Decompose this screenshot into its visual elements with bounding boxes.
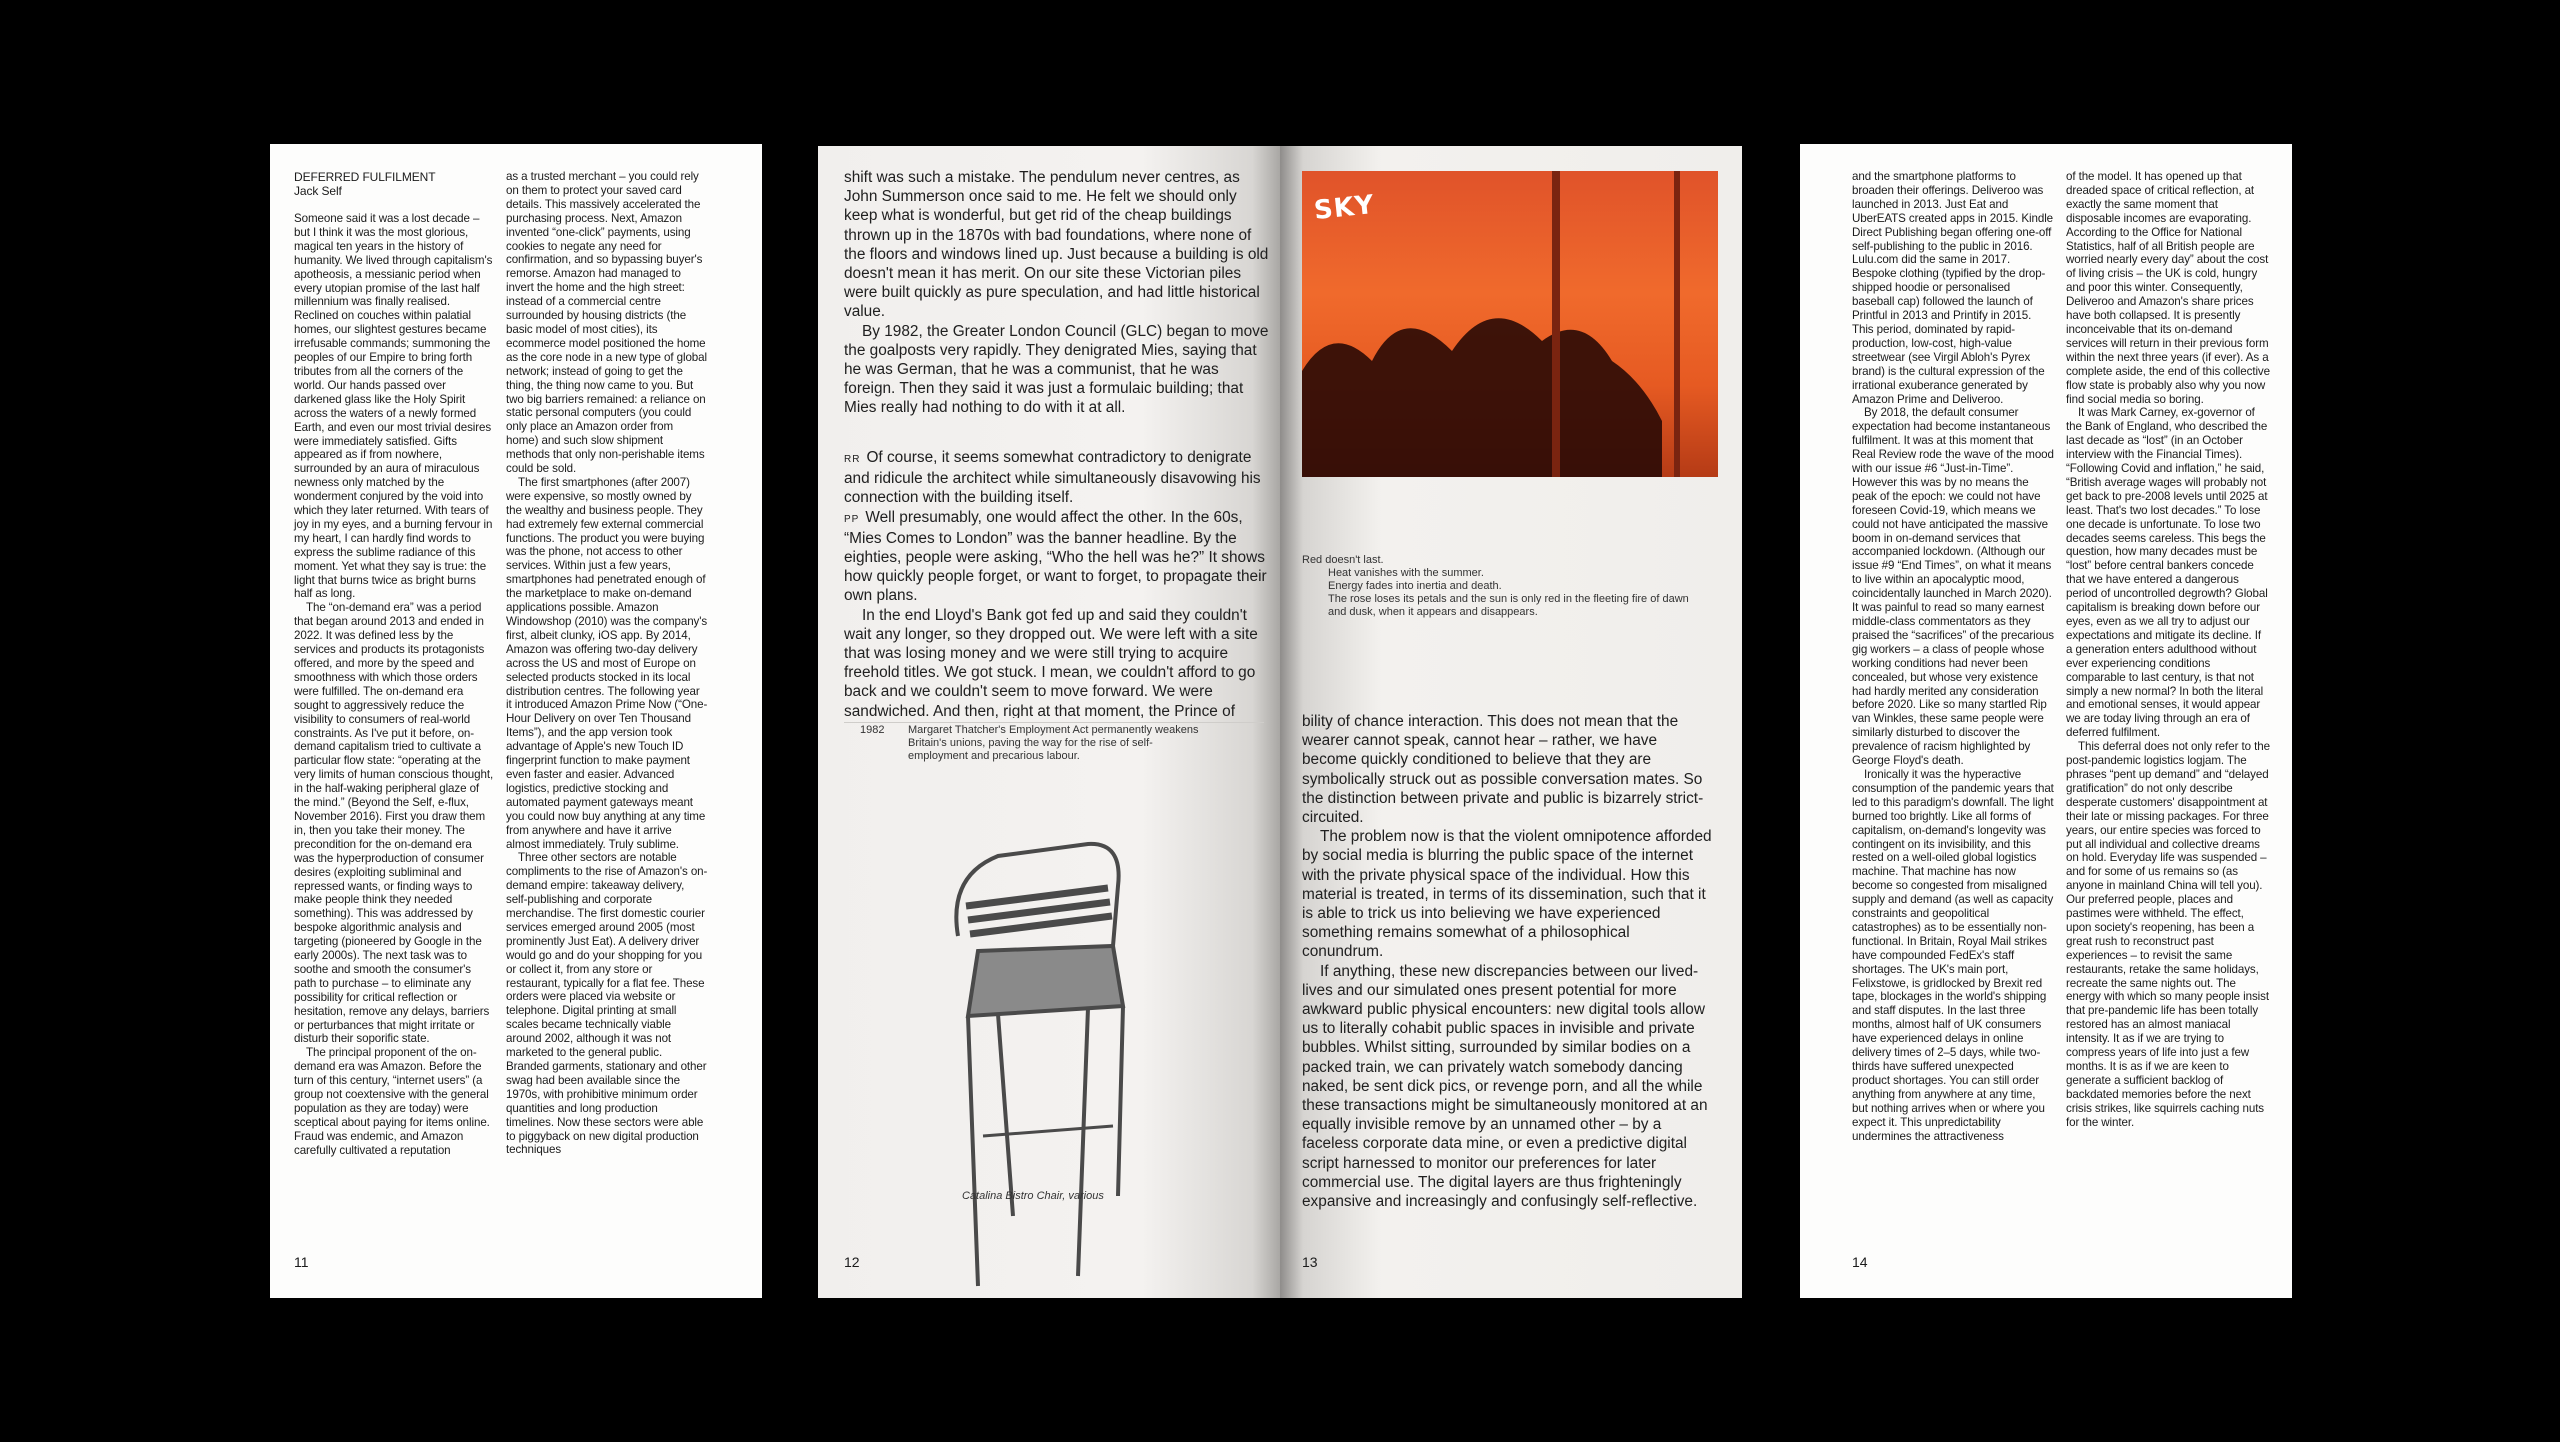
speaker-text: Well presumably, one would affect the other. In the 60s, “Mies Comes to London” was the banner headline. By the eighties, people were asking, “Who the hell was he?” It shows how quickly people forget, or want to forget, to propagate their own plans. (844, 508, 1267, 605)
paragraph: By 2018, the default consumer expectation had become instantaneous fulfilment. It was at this moment that Real Review rode the wave of the mood with our issue #6 “Just-in-Time”. However this was by no means the peak of the epoch: we could not have foreseen Covid-19, which means we could not have anticipated the massive boom in on-demand services that accompanied lockdown. (Although our issue #9 “End Times”, on what it means to live within an apocalyptic mood, coincidentally launched in March 2020). It was painful to read so many earnest middle-class commentators as they praised the “sacrifices” of the precarious gig workers – a class of people whose working conditions had never been concealed, but whose very existence had hardly merited any consideration before 2020. Like so many startled Rip van Winkles, these same people were similarly disturbed to discover the prevalence of racism highlighted by George Floyd's death. (1852, 406, 2055, 768)
caption-line: The rose loses its petals and the sun is only red in the fleeting fire of dawn and dusk, when it appears and disappears. (1328, 593, 1689, 618)
page-14-column-1 (1852, 170, 2054, 1143)
page-13 (1280, 146, 1742, 1298)
page-11 (270, 144, 762, 1298)
paragraph: This deferral does not only refer to the post-pandemic logistics logjam. The phrases “pent up demand” and “delayed gratification” do not only describe desperate customers' disappointment at their late or missing packages. For three years, our entire species was forced to put all individual and collective dreams on hold. Everyday life was suspended – and for some of us remains so (as anyone in mainland China will tell you). Our preferred people, places and pastimes were withheld. The effect, upon society's reopening, has been a great rush to reconstruct past experiences – to revisit the same restaurants, retake the same holidays, recreate the same nights out. The energy with which so many people insist that pre-pandemic life has been totally restored has an almost maniacal intensity. It as if we are trying to compress years of life into just a few months. It is as if we are keen to generate a sufficient backlog of backdated memories before the next crisis strikes, like squirrels caching nuts for the winter. (2066, 740, 2270, 1129)
paragraph: The first smartphones (after 2007) were expensive, so mostly owned by the wealthy and business people. They had extremely few external commercial functions. The product you were buying was the phone, not access to other services. Within just a few years, smartphones had penetrated enough of the marketplace to make on-demand applications possible. Amazon Windowshop (2010) was the company's first, albeit clunky, iOS app. By 2014, Amazon was offering two-day delivery across the US and most of Europe on selected products stocked in its local distribution centres. The following year it introduced Amazon Prime Now (“One-Hour Delivery on over Ten Thousand Items”), and the app version took advantage of Apple's new Touch ID fingerprint function to make payment even faster and easier. Advanced logistics, predictive stocking and automated payment gateways meant you could now buy anything at any time from anywhere and have it arrive almost immediately. Truly sublime. (506, 475, 708, 851)
paragraph: Someone said it was a lost decade – but I think it was the most glorious, magical ten years in the history of humanity. We lived through capitalism's apotheosis, a messianic period when every utopian promise of the last half millennium was finally realised. Reclined on couches within palatial homes, our slightest gestures became irrefusable commands; summoning the peoples of our Empire to bring forth tributes from all the corners of the world. Our hands passed over darkened glass like the Holy Spirit across the waters of a newly formed Earth, and even our most trivial desires were immediately satisfied. Gifts appeared as if from nowhere, surrounded by an aura of miraculous newness only matched by the wonderment conjured by the void into which they later returned. With tears of joy in my eyes, and a burning fervour in my heart, I can hardly find words to express the sublime radiance of this moment. Yet what they say is true: the light that burns twice as bright burns half as long. (294, 212, 493, 601)
timeline-divider (844, 722, 1264, 723)
page-11-column-1 (294, 170, 494, 1158)
page-12 (818, 146, 1280, 1298)
pp-paragraph (844, 508, 1270, 606)
paragraph: The problem now is that the violent omnipotence afforded by social media is blurring the public space of the internet with the private physical space of the individual. How this material is treated, in terms of its dissemination, such that it is able to trick us into believing we have experienced something remains somewhat of a philosophical conundrum. (1302, 828, 1712, 961)
paragraph: By 1982, the Greater London Council (GLC) began to move the goalposts very rapidly. They denigrated Mies, saying that he was German, that he was a communist, that he was foreign. Then they said it was just a formulaic building; that Mies really had nothing to do with it at all. (844, 322, 1269, 417)
caption-line: Heat vanishes with the summer. (1328, 567, 1484, 579)
article-author: Jack Self (294, 184, 342, 198)
paragraph: In the end Lloyd's Bank got fed up and said they couldn't wait any longer, so they dropped out. We were left with a site that was losing money and we were still trying to acquire freehold titles. We got stuck. I mean, we couldn't afford to go back and we couldn't seem to move forward. We were sandwiched. And then, right at that moment, the Prince of (844, 606, 1258, 718)
timeline-year: 1982 (860, 724, 885, 736)
page-number: 13 (1302, 1254, 1318, 1270)
paragraph: If anything, these new discrepancies between our lived-lives and our simulated ones present potential for more awkward public physical encounters: new digital tools allow us to literally cohabit public spaces in invisible and private bubbles. Whilst sitting, surrounded by similar bodies on a packed train, we can privately watch somebody dancing naked, be sent dick pics, or revenge porn, and all the while these transactions might be simultaneously monitored at an equally invisible remove by an unnamed other – by a faceless corporate data mine, or even a predictive digital script harnessed to monitor our preferences for later commercial use. The digital layers are thus frighteningly expansive and increasingly and confusingly self-reflective. (1302, 962, 1708, 1211)
interview-text-bottom (844, 448, 1270, 718)
sky-logo: SKY (1312, 189, 1377, 227)
paragraph: as a trusted merchant – you could rely on them to protect your saved card details. This massively accelerated the purchasing process. Next, Amazon invented “one-click” payments, using cookies to negate any need for confirmation, and so bypassing buyer's remorse. Amazon had managed to invert the home and the high street: instead of a commercial centre surrounded by housing districts (the basic model of most cities), its ecommerce model positioned the home as the core node in a new type of global network; instead of going to get the thing, the thing now came to you. But two big barriers remained: a reliance on static personal computers (you could only place an Amazon order from home) and such slow shipment methods that only non-perishable items could be sold. (506, 170, 707, 476)
timeline-text: Margaret Thatcher's Employment Act permanently weakens Britain's unions, paving the way for the rise of self-employment and precarious labour. (908, 724, 1199, 762)
page-number: 11 (294, 1254, 309, 1270)
page-14-column-2 (2066, 170, 2270, 1130)
speaker-text: Of course, it seems somewhat contradictory to denigrate and ridicule the architect while simultaneously disavowing his connection with the building itself. (844, 449, 1261, 507)
bistro-chair-image (938, 836, 1138, 1296)
page-number: 12 (844, 1254, 860, 1270)
caption-line: Red doesn't last. (1302, 554, 1384, 566)
page-11-column-2 (506, 170, 708, 1157)
paragraph: It was Mark Carney, ex-governor of the Bank of England, who described the last decade as “lost” (in an October interview with the Financial Times). “Following Covid and inflation,” he said, “British average wages will probably not get back to pre-2008 levels until 2025 at least. That's two lost decades.” To lose one decade is unfortunate. To lose two decades seems careless. This begs the question, how many decades must be “lost” before central bankers concede that we have entered a dangerous period of uncontrolled degrowth? Global capitalism is breaking down before our eyes, even as we all try to adjust our expectations and mitigate its decline. If a generation enters adulthood without ever experiencing conditions comparable to last century, is that not simply a new normal? In both the literal and emotional senses, it would appear we are today living through an era of deferred fulfilment. (2066, 406, 2268, 740)
paragraph: bility of chance interaction. This does not mean that the wearer cannot speak, cannot hear – rather, we have become quickly conditioned to believe that they are symbolically struck out as possible conversation mates. So the distinction between private and public is bizarrely strict-circuited. (1302, 713, 1704, 827)
essay-text (1302, 712, 1712, 1211)
paragraph: The principal proponent of the on-demand era was Amazon. Before the turn of this century, “internet users” (a group not coextensive with the general population as they are today) were sceptical about paying for items online. Fraud was endemic, and Amazon carefully cultivated a reputation (294, 1046, 490, 1157)
tree-silhouette (1302, 171, 1718, 477)
caption-line: Energy fades into inertia and death. (1328, 580, 1502, 592)
photographed-spread (818, 146, 1742, 1298)
page-number: 14 (1852, 1254, 1868, 1270)
paragraph: Three other sectors are notable compliments to the rise of Amazon's on-demand empire: takeaway delivery, self-publishing and corporate merchandise. The first domestic courier services emerged around 2005 (most prominently Just Eat). A delivery driver would go and do your shopping for you or collect it, from any store or restaurant, typically for a flat fee. These orders were placed via website or telephone. Digital printing at small scales became technically viable around 2002, although it was not marketed to the general public. Branded garments, stationary and other swag had been available since the 1970s, with prohibitive minimum order quantities and long production timelines. Now these sectors were able to piggyback on new digital production techniques (506, 851, 708, 1157)
paragraph: and the smartphone platforms to broaden their offerings. Deliveroo was launched in 2013. Just Eat and UberEATS created apps in 2015. Kindle Direct Publishing began offering one-off self-publishing to the public in 2016. Lulu.com did the same in 2017. Bespoke clothing (typified by the drop-shipped hoodie or personalised baseball cap) followed the launch of Printful in 2013 and Printify in 2015. This period, dominated by rapid-production, low-cost, high-value streetwear (see Virgil Abloh's Pyrex brand) is the cultural expression of the irrational exuberance generated by Amazon Prime and Deliveroo. (1852, 170, 2054, 406)
article-heading: DEFERRED FULFILMENT (294, 170, 436, 184)
paragraph: Ironically it was the hyperactive consumption of the pandemic years that led to this paradigm's downfall. The light burned too brightly. Like all forms of capitalism, on-demand's longevity was contingent on its invisibility, and this rested on a well-oiled global logistics machine. That machine has now become so congested from misaligned supply and demand (as well as capacity constraints and geopolitical catastrophes) as to be essentially non-functional. In Britain, Royal Mail strikes have compounded FedEx's staff shortages. The UK's main port, Felixstowe, is gridlocked by Brexit red tape, blockages in the world's shipping and staff disputes. In the last three months, almost half of UK consumers have experienced delays in online delivery times of 2–5 days, while two-thirds have suffered unexpected product shortages. You can still order anything from anywhere at any time, but nothing arrives when or where you expect it. This unpredictability undermines the attractiveness (1852, 767, 2054, 1143)
photo-caption (1302, 554, 1702, 619)
page-14 (1800, 144, 2292, 1298)
paragraph: of the model. It has opened up that dreaded space of critical reflection, at exactly the same moment that disposable incomes are evaporating. According to the Office for National Statistics, half of all British people are worried nearly every day” about the cost of living crisis – the UK is cold, hungry and poor this winter. Consequently, Deliveroo and Amazon's share prices have both collapsed. It is presently inconceivable that its on-demand services will return in their previous form within the next three years (if ever). As a complete aside, the end of this collective flow state is probably also why you now find social media so boring. (2066, 170, 2270, 406)
interview-text-top (844, 168, 1270, 418)
rr-paragraph (844, 448, 1270, 508)
speaker-tag: RR (844, 454, 861, 465)
image-caption: Catalina Bistro Chair, various (962, 1190, 1104, 1202)
paragraph: shift was such a mistake. The pendulum never centres, as John Summerson once said to me. He felt we should only keep what is wonderful, but get rid of the cheap buildings thrown up in the 1870s with bad foundations, where none of the floors and windows lined up. Just because a building is old doesn't mean it has merit. On our site these Victorian piles were built quickly as pure speculation, and had little historical value. (844, 169, 1269, 321)
paragraph: The “on-demand era” was a period that began around 2013 and ended in 2022. It was defined less by the services and products its protagonists offered, and more by the speed and smoothness with which those orders were fulfilled. The on-demand era sought to aggressively reduce the visibility to consumers of real-world constraints. As I've put it before, on-demand capitalism tried to cultivate a particular flow state: “operating at the very limits of human conscious thought, in the half-waking peripheral glaze of the mind.” (Beyond the Self, e-flux, November 2016). First you draw them in, then you take their money. The precondition for the on-demand era was the hyperproduction of consumer desires (exploiting subliminal and repressed wants, or finding ways to make people think they needed something). This was addressed by bespoke algorithmic analysis and targeting (pioneered by Google in the early 2000s). The next task was to soothe and smooth the consumer's path to purchase – to eliminate any possibility for critical reflection or hesitation, remove any delays, barriers or perturbances that might irritate or disturb their soporific state. (294, 601, 494, 1046)
sunset-photo (1302, 171, 1718, 477)
speaker-tag: PP (844, 513, 860, 525)
